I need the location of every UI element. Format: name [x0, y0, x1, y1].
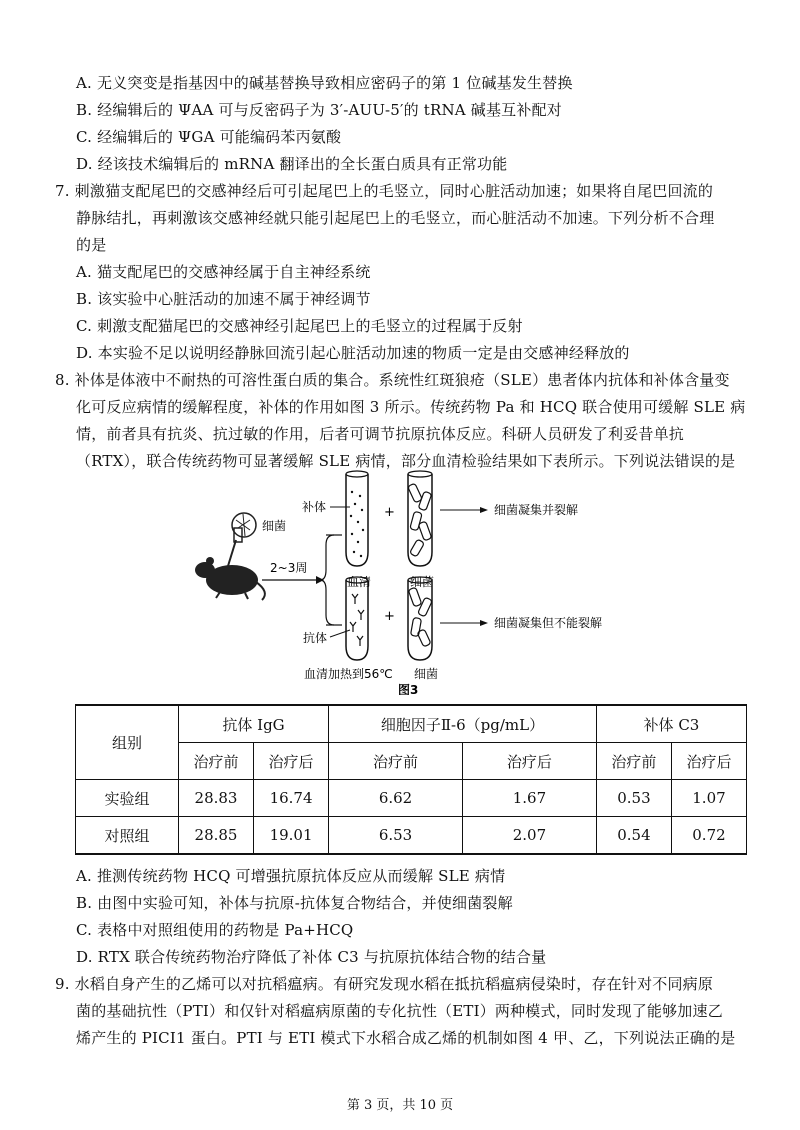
sub-header: 治疗前	[179, 743, 254, 780]
q9-stem-line3: 烯产生的 PICI1 蛋白。PTI 与 ETI 模式下水稻合成乙烯的机制如图 4 甲、乙，下列说法正确的是	[76, 1029, 736, 1047]
col-group-il6: 细胞因子Ⅱ-6（pg/mL）	[329, 705, 597, 743]
table-cell: 6.62	[329, 780, 463, 817]
q8-stem-line2: 化可反应病情的缓解程度，补体的作用如图 3 所示。传统药物 Pa 和 HCQ 联合使用可缓解 SLE 病	[76, 398, 746, 416]
table-cell: 16.74	[254, 780, 329, 817]
q8-stem-line4: （RTX），联合传统药物可显著缓解 SLE 病情，部分血清检验结果如下表所示。下列说法错误的是	[76, 452, 736, 470]
q8-option-c: C. 表格中对照组使用的药物是 Pa+HCQ	[76, 921, 354, 939]
col-group-c3: 补体 C3	[596, 705, 746, 743]
table-cell: 0.53	[596, 780, 671, 817]
q9-stem-line1: 9. 水稻自身产生的乙烯可以对抗稻瘟病。有研究发现水稻在抵抗稻瘟病侵染时，存在针对不同病原	[55, 975, 714, 993]
serum-tube	[346, 471, 368, 566]
table-cell: 1.07	[671, 780, 746, 817]
heated-serum-tube	[346, 577, 368, 660]
q7-option-d: D. 本实验不足以说明经静脉回流引起心脏活动加速的物质一定是由交感神经释放的	[76, 344, 630, 362]
q7-option-c: C. 刺激支配猫尾巴的交感神经引起尾巴上的毛竖立的过程属于反射	[76, 317, 523, 335]
sub-header: 治疗后	[254, 743, 329, 780]
q8-option-b: B. 由图中实验可知，补体与抗原-抗体复合物结合，并使细菌裂解	[76, 894, 513, 912]
sub-header: 治疗前	[329, 743, 463, 780]
heated-serum-label: 血清加热到56℃	[304, 667, 393, 681]
table-cell: 1.67	[462, 780, 596, 817]
q6-option-c: C. 经编辑后的 ΨGA 可能编码苯丙氨酸	[76, 128, 342, 146]
q7-option-b: B. 该实验中心脏活动的加速不属于神经调节	[76, 290, 371, 308]
serum-label: 血清	[347, 575, 372, 589]
result-lysis-label: 细菌凝集并裂解	[494, 503, 579, 517]
bacteria-label-1: 细菌	[410, 575, 435, 589]
plus-sign-1: +	[384, 505, 395, 520]
q6-option-b: B. 经编辑后的 ΨAA 可与反密码子为 3′-AUU-5′的 tRNA 碱基互补配对	[76, 101, 562, 119]
table-cell: 28.83	[179, 780, 254, 817]
weeks-label: 2~3周	[270, 561, 308, 575]
q9-stem-line2: 菌的基础抗性（PTI）和仅针对稻瘟病原菌的专化抗性（ETI）两种模式，同时发现了能够加速乙	[76, 1002, 723, 1020]
table-row	[76, 817, 747, 855]
q7-stem-line2: 静脉结扎，再刺激该交感神经就只能引起尾巴上的毛竖立，而心脏活动不加速。下列分析不合理	[76, 209, 715, 227]
bacteria-tube	[408, 471, 432, 566]
table-cell: 2.07	[462, 817, 596, 855]
table-cell: 28.85	[179, 817, 254, 855]
antibody-label: 抗体	[303, 631, 328, 645]
result-no-lysis-label: 细菌凝集但不能裂解	[494, 616, 603, 630]
q7-option-a: A. 猫支配尾巴的交感神经属于自主神经系统	[76, 263, 371, 281]
complement-label: 补体	[302, 500, 327, 514]
q6-option-d: D. 经该技术编辑后的 mRNA 翻译出的全长蛋白质具有正常功能	[76, 155, 508, 173]
row-label: 实验组	[76, 780, 179, 817]
q6-option-a: A. 无义突变是指基因中的碱基替换导致相应密码子的第 1 位碱基发生替换	[76, 74, 573, 92]
bacteria-tube-2	[408, 577, 432, 660]
q8-option-a: A. 推测传统药物 HCQ 可增强抗原抗体反应从而缓解 SLE 病情	[76, 867, 506, 885]
bacteria-label-2: 细菌	[414, 667, 439, 681]
q7-stem-line1: 7. 刺激猫支配尾巴的交感神经后可引起尾巴上的毛竖立，同时心脏活动加速；如果将自尾巴回流的	[55, 182, 714, 200]
mouse-illustration	[195, 513, 265, 600]
sub-header: 治疗前	[596, 743, 671, 780]
table-cell: 6.53	[329, 817, 463, 855]
q7-stem-line3: 的是	[76, 236, 107, 254]
row-label: 对照组	[76, 817, 179, 855]
sub-header: 治疗后	[671, 743, 746, 780]
q8-stem-line1: 8. 补体是体液中不耐热的可溶性蛋白质的集合。系统性红斑狼疮（SLE）患者体内抗体和补体含量变	[55, 371, 730, 389]
serum-results-table	[75, 704, 747, 855]
sub-header: 治疗后	[462, 743, 596, 780]
figure-3	[0, 470, 800, 695]
table-cell: 19.01	[254, 817, 329, 855]
group-header: 组别	[76, 705, 179, 780]
q8-stem-line3: 情，前者具有抗炎、抗过敏的作用，后者可调节抗原抗体反应。科研人员研发了利妥昔单抗	[76, 425, 685, 443]
table-row	[76, 780, 747, 817]
col-group-igg: 抗体 IgG	[179, 705, 329, 743]
plus-sign-2: +	[384, 609, 395, 624]
figure-caption: 图3	[398, 683, 419, 695]
page-footer: 第 3 页，共 10 页	[346, 1098, 454, 1113]
bacteria-inject-label: 细菌	[262, 519, 287, 533]
q8-option-d: D. RTX 联合传统药物治疗降低了补体 C3 与抗原抗体结合物的结合量	[76, 948, 547, 966]
table-cell: 0.54	[596, 817, 671, 855]
table-cell: 0.72	[671, 817, 746, 855]
